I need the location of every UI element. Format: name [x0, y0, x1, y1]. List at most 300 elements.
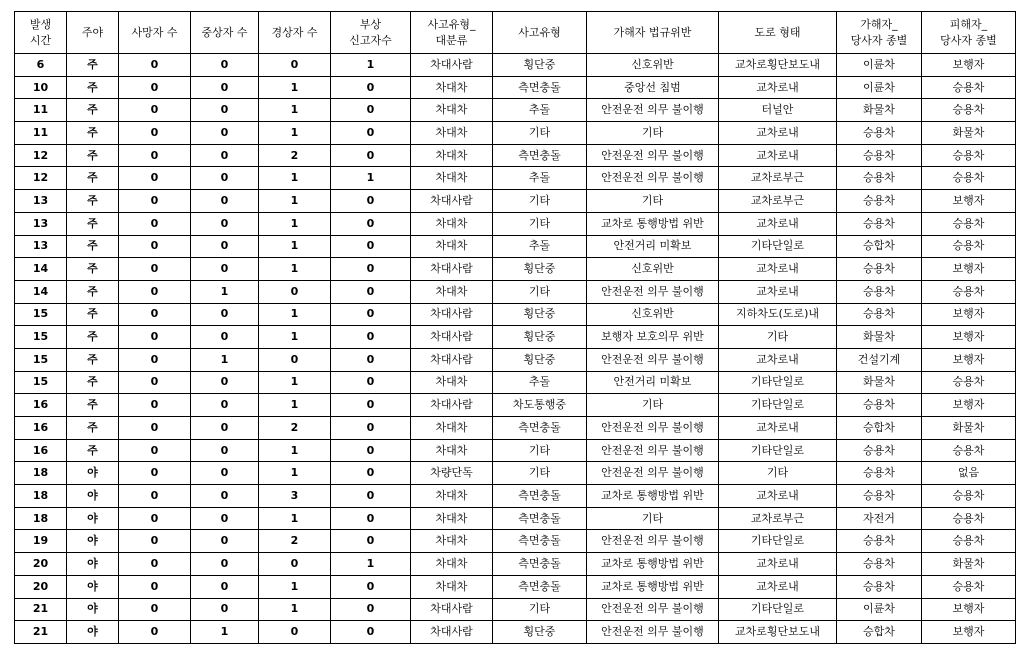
cell-col-offender-type: 승용차 [837, 575, 922, 598]
cell-col-serious: 1 [191, 280, 259, 303]
cell-col-victim-type: 승용차 [922, 485, 1016, 508]
cell-col-time: 15 [15, 371, 67, 394]
cell-col-offender-type: 승용차 [837, 530, 922, 553]
cell-col-deaths: 0 [119, 235, 191, 258]
header-label: 사고유형 [518, 25, 561, 39]
cell-col-minor: 1 [259, 122, 331, 145]
table-row [15, 190, 1016, 213]
cell-col-daynight: 주 [67, 190, 119, 213]
cell-col-accident-type: 측면충돌 [493, 485, 587, 508]
cell-col-accident-type: 기타 [493, 212, 587, 235]
cell-col-minor: 3 [259, 485, 331, 508]
header-label: 부상 [359, 17, 382, 31]
cell-col-serious: 0 [191, 575, 259, 598]
cell-col-minor: 0 [259, 621, 331, 644]
cell-col-deaths: 0 [119, 258, 191, 281]
cell-col-deaths: 0 [119, 144, 191, 167]
cell-col-time: 13 [15, 190, 67, 213]
cell-col-time: 10 [15, 76, 67, 99]
cell-col-time: 12 [15, 167, 67, 190]
cell-col-serious: 0 [191, 485, 259, 508]
cell-col-daynight: 주 [67, 122, 119, 145]
table-row [15, 575, 1016, 598]
cell-col-accident-category: 차대차 [411, 439, 493, 462]
cell-col-offender-type: 승용차 [837, 212, 922, 235]
cell-col-accident-category: 차대차 [411, 417, 493, 440]
cell-col-serious: 0 [191, 212, 259, 235]
cell-col-road-type: 기타단일로 [719, 439, 837, 462]
cell-col-offender-type: 이륜차 [837, 598, 922, 621]
cell-col-minor: 0 [259, 54, 331, 77]
table-row [15, 280, 1016, 303]
header-col-serious [191, 12, 259, 54]
cell-col-accident-type: 기타 [493, 598, 587, 621]
cell-col-minor: 2 [259, 417, 331, 440]
cell-col-minor: 1 [259, 235, 331, 258]
cell-col-reported: 0 [331, 507, 411, 530]
cell-col-victim-type: 보행자 [922, 348, 1016, 371]
cell-col-accident-category: 차대차 [411, 485, 493, 508]
cell-col-time: 12 [15, 144, 67, 167]
header-col-victim-type [922, 12, 1016, 54]
cell-col-minor: 1 [259, 303, 331, 326]
table-row [15, 621, 1016, 644]
cell-col-accident-category: 차대차 [411, 122, 493, 145]
cell-col-accident-category: 차대차 [411, 575, 493, 598]
cell-col-serious: 0 [191, 394, 259, 417]
cell-col-deaths: 0 [119, 575, 191, 598]
cell-col-reported: 0 [331, 371, 411, 394]
cell-col-daynight: 주 [67, 54, 119, 77]
table-row [15, 212, 1016, 235]
cell-col-minor: 2 [259, 530, 331, 553]
cell-col-road-type: 터널안 [719, 99, 837, 122]
cell-col-daynight: 주 [67, 348, 119, 371]
header-label: 당사자 종별 [940, 33, 997, 47]
cell-col-violation: 안전거리 미확보 [587, 371, 719, 394]
cell-col-road-type: 교차로부근 [719, 167, 837, 190]
table-row [15, 326, 1016, 349]
cell-col-daynight: 야 [67, 553, 119, 576]
cell-col-daynight: 야 [67, 621, 119, 644]
cell-col-serious: 0 [191, 167, 259, 190]
header-col-road-type [719, 12, 837, 54]
table-row [15, 122, 1016, 145]
cell-col-road-type: 기타단일로 [719, 235, 837, 258]
cell-col-road-type: 교차로부근 [719, 507, 837, 530]
cell-col-daynight: 주 [67, 235, 119, 258]
cell-col-serious: 0 [191, 462, 259, 485]
cell-col-accident-type: 측면충돌 [493, 553, 587, 576]
cell-col-deaths: 0 [119, 553, 191, 576]
cell-col-victim-type: 보행자 [922, 190, 1016, 213]
header-label: 사망자 수 [131, 25, 178, 39]
cell-col-deaths: 0 [119, 439, 191, 462]
cell-col-minor: 1 [259, 462, 331, 485]
table-row [15, 167, 1016, 190]
cell-col-time: 18 [15, 507, 67, 530]
cell-col-daynight: 주 [67, 212, 119, 235]
cell-col-accident-type: 측면충돌 [493, 144, 587, 167]
cell-col-deaths: 0 [119, 485, 191, 508]
cell-col-time: 11 [15, 99, 67, 122]
cell-col-accident-type: 추돌 [493, 371, 587, 394]
cell-col-accident-type: 횡단중 [493, 54, 587, 77]
cell-col-violation: 신호위반 [587, 54, 719, 77]
cell-col-accident-category: 차대사람 [411, 621, 493, 644]
header-label: 발생 [29, 17, 52, 31]
cell-col-offender-type: 승합차 [837, 235, 922, 258]
header-label: 사고유형_ [427, 17, 476, 31]
cell-col-road-type: 교차로내 [719, 348, 837, 371]
cell-col-road-type: 기타 [719, 462, 837, 485]
cell-col-violation: 안전운전 의무 불이행 [587, 462, 719, 485]
cell-col-reported: 0 [331, 326, 411, 349]
cell-col-deaths: 0 [119, 417, 191, 440]
header-label: 주야 [81, 25, 104, 39]
cell-col-minor: 1 [259, 507, 331, 530]
cell-col-accident-type: 횡단중 [493, 348, 587, 371]
cell-col-offender-type: 이륜차 [837, 54, 922, 77]
cell-col-minor: 1 [259, 326, 331, 349]
cell-col-accident-category: 차대차 [411, 530, 493, 553]
cell-col-time: 15 [15, 303, 67, 326]
cell-col-accident-category: 차대사람 [411, 303, 493, 326]
cell-col-deaths: 0 [119, 394, 191, 417]
table-row [15, 303, 1016, 326]
cell-col-time: 6 [15, 54, 67, 77]
cell-col-road-type: 기타 [719, 326, 837, 349]
cell-col-daynight: 주 [67, 326, 119, 349]
cell-col-victim-type: 승용차 [922, 439, 1016, 462]
cell-col-reported: 0 [331, 76, 411, 99]
cell-col-time: 20 [15, 575, 67, 598]
cell-col-offender-type: 승용차 [837, 144, 922, 167]
cell-col-reported: 0 [331, 303, 411, 326]
cell-col-daynight: 야 [67, 462, 119, 485]
header-label: 신고자수 [349, 33, 392, 47]
cell-col-accident-type: 기타 [493, 439, 587, 462]
cell-col-reported: 0 [331, 235, 411, 258]
cell-col-violation: 신호위반 [587, 258, 719, 281]
cell-col-violation: 안전운전 의무 불이행 [587, 621, 719, 644]
cell-col-time: 16 [15, 417, 67, 440]
cell-col-deaths: 0 [119, 280, 191, 303]
cell-col-daynight: 야 [67, 507, 119, 530]
cell-col-road-type: 기타단일로 [719, 598, 837, 621]
cell-col-victim-type: 보행자 [922, 258, 1016, 281]
cell-col-reported: 1 [331, 54, 411, 77]
cell-col-victim-type: 보행자 [922, 621, 1016, 644]
cell-col-road-type: 교차로내 [719, 76, 837, 99]
cell-col-road-type: 교차로내 [719, 417, 837, 440]
cell-col-reported: 0 [331, 485, 411, 508]
cell-col-violation: 교차로 통행방법 위반 [587, 485, 719, 508]
cell-col-deaths: 0 [119, 621, 191, 644]
cell-col-accident-type: 측면충돌 [493, 417, 587, 440]
cell-col-offender-type: 승용차 [837, 303, 922, 326]
cell-col-accident-category: 차대차 [411, 553, 493, 576]
cell-col-victim-type: 화물차 [922, 417, 1016, 440]
cell-col-violation: 안전운전 의무 불이행 [587, 99, 719, 122]
cell-col-offender-type: 자전거 [837, 507, 922, 530]
cell-col-serious: 0 [191, 144, 259, 167]
cell-col-accident-category: 차대사람 [411, 598, 493, 621]
cell-col-road-type: 교차로내 [719, 258, 837, 281]
cell-col-victim-type: 승용차 [922, 530, 1016, 553]
cell-col-reported: 0 [331, 144, 411, 167]
cell-col-serious: 0 [191, 190, 259, 213]
cell-col-time: 18 [15, 485, 67, 508]
cell-col-accident-type: 측면충돌 [493, 575, 587, 598]
header-col-time [15, 12, 67, 54]
header-label: 가해자 법규위반 [613, 25, 692, 39]
cell-col-daynight: 주 [67, 417, 119, 440]
cell-col-offender-type: 화물차 [837, 326, 922, 349]
table-row [15, 76, 1016, 99]
cell-col-accident-type: 추돌 [493, 99, 587, 122]
cell-col-reported: 0 [331, 462, 411, 485]
cell-col-deaths: 0 [119, 462, 191, 485]
header-label: 가해자_ [860, 17, 898, 31]
cell-col-daynight: 주 [67, 394, 119, 417]
cell-col-deaths: 0 [119, 212, 191, 235]
cell-col-reported: 0 [331, 621, 411, 644]
cell-col-time: 16 [15, 439, 67, 462]
header-col-offender-type [837, 12, 922, 54]
table-row [15, 235, 1016, 258]
cell-col-offender-type: 승합차 [837, 621, 922, 644]
cell-col-serious: 0 [191, 417, 259, 440]
cell-col-daynight: 주 [67, 144, 119, 167]
cell-col-accident-type: 횡단중 [493, 326, 587, 349]
cell-col-road-type: 교차로내 [719, 144, 837, 167]
cell-col-victim-type: 화물차 [922, 553, 1016, 576]
cell-col-daynight: 주 [67, 280, 119, 303]
cell-col-daynight: 주 [67, 439, 119, 462]
cell-col-accident-type: 횡단중 [493, 258, 587, 281]
cell-col-reported: 0 [331, 530, 411, 553]
cell-col-daynight: 주 [67, 258, 119, 281]
cell-col-reported: 1 [331, 167, 411, 190]
cell-col-violation: 교차로 통행방법 위반 [587, 575, 719, 598]
cell-col-road-type: 교차로횡단보도내 [719, 621, 837, 644]
header-col-daynight [67, 12, 119, 54]
cell-col-accident-category: 차대차 [411, 76, 493, 99]
cell-col-time: 15 [15, 326, 67, 349]
cell-col-time: 15 [15, 348, 67, 371]
cell-col-accident-category: 차대사람 [411, 54, 493, 77]
cell-col-time: 13 [15, 235, 67, 258]
cell-col-deaths: 0 [119, 54, 191, 77]
cell-col-deaths: 0 [119, 530, 191, 553]
cell-col-reported: 0 [331, 280, 411, 303]
cell-col-deaths: 0 [119, 326, 191, 349]
cell-col-violation: 중앙선 침범 [587, 76, 719, 99]
cell-col-deaths: 0 [119, 76, 191, 99]
cell-col-minor: 0 [259, 280, 331, 303]
cell-col-victim-type: 보행자 [922, 394, 1016, 417]
cell-col-road-type: 교차로내 [719, 485, 837, 508]
table-row [15, 348, 1016, 371]
cell-col-deaths: 0 [119, 167, 191, 190]
cell-col-daynight: 주 [67, 76, 119, 99]
cell-col-offender-type: 승용차 [837, 280, 922, 303]
cell-col-victim-type: 승용차 [922, 99, 1016, 122]
cell-col-violation: 안전운전 의무 불이행 [587, 598, 719, 621]
cell-col-accident-category: 차대사람 [411, 394, 493, 417]
cell-col-minor: 1 [259, 76, 331, 99]
header-col-minor [259, 12, 331, 54]
cell-col-serious: 0 [191, 122, 259, 145]
cell-col-offender-type: 승합차 [837, 417, 922, 440]
cell-col-reported: 0 [331, 575, 411, 598]
cell-col-road-type: 교차로내 [719, 122, 837, 145]
cell-col-time: 20 [15, 553, 67, 576]
cell-col-accident-category: 차대차 [411, 212, 493, 235]
cell-col-reported: 0 [331, 394, 411, 417]
cell-col-accident-type: 차도통행중 [493, 394, 587, 417]
cell-col-victim-type: 승용차 [922, 144, 1016, 167]
cell-col-deaths: 0 [119, 507, 191, 530]
cell-col-daynight: 주 [67, 371, 119, 394]
cell-col-daynight: 주 [67, 303, 119, 326]
header-label: 대분류 [435, 33, 468, 47]
cell-col-victim-type: 보행자 [922, 326, 1016, 349]
cell-col-accident-category: 차대차 [411, 167, 493, 190]
cell-col-reported: 0 [331, 212, 411, 235]
cell-col-reported: 0 [331, 348, 411, 371]
header-col-violation [587, 12, 719, 54]
cell-col-road-type: 교차로내 [719, 575, 837, 598]
cell-col-violation: 기타 [587, 394, 719, 417]
cell-col-road-type: 교차로내 [719, 553, 837, 576]
table-row [15, 598, 1016, 621]
cell-col-accident-type: 기타 [493, 122, 587, 145]
cell-col-deaths: 0 [119, 99, 191, 122]
cell-col-serious: 1 [191, 348, 259, 371]
cell-col-victim-type: 승용차 [922, 212, 1016, 235]
cell-col-road-type: 교차로부근 [719, 190, 837, 213]
cell-col-victim-type: 화물차 [922, 122, 1016, 145]
cell-col-daynight: 야 [67, 530, 119, 553]
cell-col-deaths: 0 [119, 348, 191, 371]
cell-col-time: 16 [15, 394, 67, 417]
cell-col-deaths: 0 [119, 122, 191, 145]
cell-col-violation: 안전운전 의무 불이행 [587, 417, 719, 440]
cell-col-violation: 교차로 통행방법 위반 [587, 553, 719, 576]
cell-col-accident-category: 차대차 [411, 507, 493, 530]
cell-col-minor: 1 [259, 575, 331, 598]
cell-col-victim-type: 승용차 [922, 235, 1016, 258]
table-row [15, 553, 1016, 576]
cell-col-offender-type: 승용차 [837, 258, 922, 281]
cell-col-time: 14 [15, 280, 67, 303]
cell-col-accident-type: 횡단중 [493, 621, 587, 644]
cell-col-victim-type: 승용차 [922, 507, 1016, 530]
cell-col-victim-type: 승용차 [922, 280, 1016, 303]
cell-col-serious: 0 [191, 553, 259, 576]
cell-col-minor: 1 [259, 598, 331, 621]
cell-col-deaths: 0 [119, 598, 191, 621]
cell-col-minor: 1 [259, 439, 331, 462]
cell-col-minor: 1 [259, 212, 331, 235]
cell-col-victim-type: 없음 [922, 462, 1016, 485]
cell-col-daynight: 야 [67, 598, 119, 621]
cell-col-minor: 1 [259, 258, 331, 281]
cell-col-reported: 0 [331, 99, 411, 122]
cell-col-road-type: 기타단일로 [719, 371, 837, 394]
cell-col-time: 19 [15, 530, 67, 553]
cell-col-deaths: 0 [119, 190, 191, 213]
cell-col-accident-type: 기타 [493, 280, 587, 303]
cell-col-accident-type: 기타 [493, 462, 587, 485]
cell-col-offender-type: 승용차 [837, 190, 922, 213]
cell-col-reported: 0 [331, 598, 411, 621]
cell-col-offender-type: 승용차 [837, 394, 922, 417]
header-label: 시간 [29, 33, 52, 47]
cell-col-serious: 0 [191, 530, 259, 553]
cell-col-road-type: 기타단일로 [719, 394, 837, 417]
cell-col-serious: 0 [191, 235, 259, 258]
cell-col-reported: 0 [331, 258, 411, 281]
cell-col-reported: 0 [331, 190, 411, 213]
cell-col-violation: 보행자 보호의무 위반 [587, 326, 719, 349]
table-row [15, 394, 1016, 417]
table-row [15, 371, 1016, 394]
cell-col-victim-type: 보행자 [922, 54, 1016, 77]
table-row [15, 144, 1016, 167]
cell-col-accident-type: 추돌 [493, 167, 587, 190]
cell-col-accident-category: 차대차 [411, 144, 493, 167]
cell-col-violation: 안전운전 의무 불이행 [587, 280, 719, 303]
table-body [15, 54, 1016, 644]
cell-col-accident-category: 차대차 [411, 235, 493, 258]
header-col-accident-type [493, 12, 587, 54]
table-row [15, 485, 1016, 508]
table-row [15, 462, 1016, 485]
cell-col-minor: 1 [259, 394, 331, 417]
cell-col-accident-type: 측면충돌 [493, 76, 587, 99]
cell-col-reported: 1 [331, 553, 411, 576]
cell-col-offender-type: 승용차 [837, 167, 922, 190]
cell-col-time: 18 [15, 462, 67, 485]
cell-col-daynight: 주 [67, 99, 119, 122]
cell-col-reported: 0 [331, 439, 411, 462]
cell-col-serious: 0 [191, 507, 259, 530]
cell-col-road-type: 교차로횡단보도내 [719, 54, 837, 77]
cell-col-accident-type: 횡단중 [493, 303, 587, 326]
cell-col-offender-type: 화물차 [837, 99, 922, 122]
header-label: 당사자 종별 [850, 33, 908, 47]
header-col-reported [331, 12, 411, 54]
header-label: 경상자 수 [271, 25, 318, 39]
table-row [15, 417, 1016, 440]
cell-col-minor: 0 [259, 348, 331, 371]
cell-col-victim-type: 승용차 [922, 575, 1016, 598]
cell-col-minor: 1 [259, 371, 331, 394]
cell-col-offender-type: 건설기계 [837, 348, 922, 371]
cell-col-accident-type: 기타 [493, 190, 587, 213]
cell-col-violation: 안전운전 의무 불이행 [587, 144, 719, 167]
cell-col-deaths: 0 [119, 371, 191, 394]
cell-col-reported: 0 [331, 122, 411, 145]
cell-col-offender-type: 승용차 [837, 462, 922, 485]
cell-col-time: 13 [15, 212, 67, 235]
cell-col-violation: 안전운전 의무 불이행 [587, 348, 719, 371]
cell-col-road-type: 교차로내 [719, 280, 837, 303]
cell-col-road-type: 지하차도(도로)내 [719, 303, 837, 326]
